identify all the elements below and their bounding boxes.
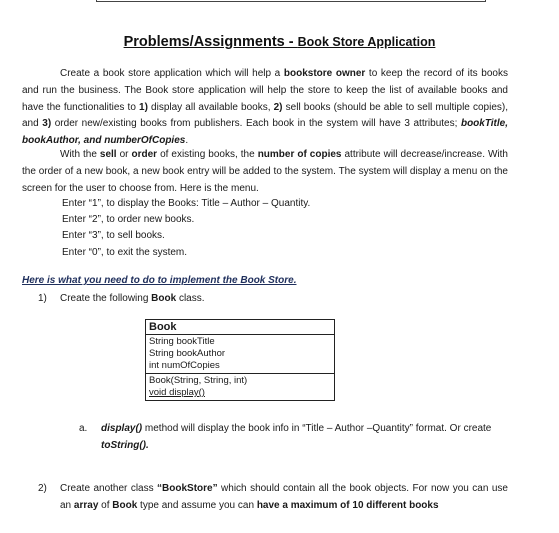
menu-item: Enter “0”, to exit the system.: [62, 246, 188, 258]
top-frame: [96, 0, 486, 2]
menu-item: Enter “3”, to sell books.: [62, 230, 165, 242]
uml-method: void display(): [149, 387, 205, 398]
section-heading: Here is what you need to do to implement the Book Store.: [22, 275, 297, 286]
page-title: [0, 34, 559, 50]
step-2: 2) Create another class “BookStore” which should contain all the book objects. For now you can use an array of Book type and assume you can have a maximum of 10 different books: [38, 483, 508, 511]
step-number: 2): [38, 483, 47, 494]
subitem-a: a. display() method will display the book info in “Title – Author –Quantity” format. Or create toString().: [79, 423, 492, 451]
uml-methods: [146, 374, 334, 400]
uml-class-diagram: [145, 319, 335, 401]
uml-attribute: int numOfCopies: [149, 360, 220, 371]
uml-attribute: String bookTitle: [149, 336, 215, 347]
menu-item: Enter “1”, to display the Books: Title – Author – Quantity.: [62, 198, 311, 209]
intro-paragraph-2: With the sell or order of existing books, the number of copies attribute will decrease/increase. With the order of a new book, a new book entry will be added to the system. The system will display a menu on the screen for the user to choose from. Here is the menu.: [22, 149, 508, 194]
menu-item: Enter “2”, to order new books.: [62, 214, 195, 226]
intro-paragraph-1: Create a book store application which will help a bookstore owner to keep the record of its books and run the business. The Book store application will help the store to keep the list of available books and have the functionalities to 1) display all available books, 2) sell books (should be able to sell multiple copies), and 3) order new/existing books from publishers. Each book in the system will have 3 attributes; bookTitle, bookAuthor, and numberOfCopies.: [22, 68, 509, 147]
title-sub: Book Store Application: [297, 35, 436, 49]
subitem-letter: a.: [79, 423, 88, 434]
uml-attribute: String bookAuthor: [149, 348, 226, 359]
step-number: 1): [38, 293, 47, 304]
step-1: 1) Create the following Book class.: [38, 291, 205, 308]
uml-class-name: Book: [146, 320, 334, 335]
menu-list: [62, 196, 310, 261]
uml-method: Book(String, String, int): [149, 375, 248, 386]
uml-attributes: [146, 335, 334, 374]
title-main: Problems/Assignments -: [123, 34, 298, 50]
